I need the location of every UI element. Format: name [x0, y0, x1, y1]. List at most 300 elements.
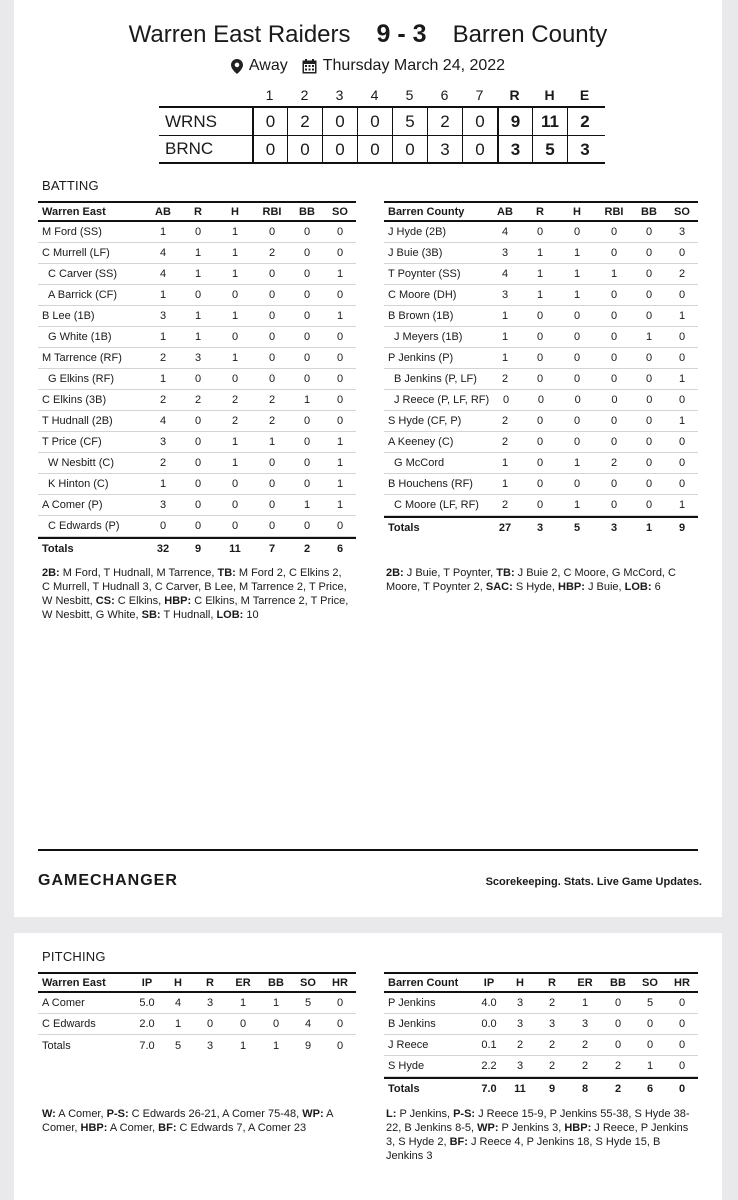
totals-cell: 7.0: [139, 1039, 155, 1052]
stat-cell: 0: [268, 310, 276, 322]
stat-cell: 2: [548, 1060, 556, 1072]
note-text: A Comer,: [107, 1122, 159, 1134]
note-text: C Edwards 26-21, A Comer 75-48,: [128, 1108, 303, 1120]
player-name: M Tarrence (RF): [42, 352, 122, 364]
stat-cell: 0: [272, 1018, 280, 1030]
note-label: SAC:: [485, 581, 513, 593]
stat-cell: 1: [268, 436, 276, 448]
stat-cell: 0: [336, 352, 344, 364]
table-row: [384, 1035, 698, 1056]
stat-cell: 5: [646, 997, 654, 1009]
stat-cell: 0: [303, 457, 311, 469]
note-text: A Comer,: [55, 1108, 107, 1120]
column-header: AB: [497, 205, 513, 218]
stat-cell: 1: [573, 289, 581, 301]
stat-cell: 1: [645, 331, 653, 343]
linescore-team-abbr: WRNS: [165, 111, 217, 131]
table-row: [384, 453, 698, 474]
pitching-table-away: [384, 972, 698, 1098]
note-text: J Buie,: [584, 581, 625, 593]
table-row: [384, 993, 698, 1014]
linescore-body: [159, 106, 605, 164]
linescore-col-header: E: [579, 87, 590, 103]
stat-cell: 1: [536, 289, 544, 301]
table-row: [384, 243, 698, 264]
stat-cell: 1: [194, 268, 202, 280]
stat-cell: 1: [501, 331, 509, 343]
player-name: T Poynter (SS): [388, 268, 461, 280]
player-name: P Jenkins: [388, 997, 436, 1009]
stat-cell: 0: [610, 499, 618, 511]
stat-cell: 0: [194, 373, 202, 385]
table-row: [384, 495, 698, 516]
stat-cell: 2: [678, 268, 686, 280]
totals-cell: 1: [239, 1039, 247, 1052]
column-header: R: [536, 205, 544, 218]
stat-cell: 1: [336, 268, 344, 280]
column-header: ER: [577, 976, 593, 989]
stat-cell: 2: [516, 1039, 524, 1051]
stat-cell: 0: [303, 310, 311, 322]
stat-cell: 0: [536, 457, 544, 469]
game-date: Thursday March 24, 2022: [322, 57, 506, 74]
stat-cell: 0: [678, 1018, 686, 1030]
linescore-cell: 0: [357, 108, 392, 135]
stat-cell: 1: [581, 997, 589, 1009]
stat-cell: 2: [581, 1060, 589, 1072]
stat-cell: 0: [303, 352, 311, 364]
stat-cell: 0: [336, 394, 344, 406]
pitching-table-home: [38, 972, 356, 1056]
note-label: WP:: [477, 1122, 499, 1134]
stat-cell: 4: [159, 268, 167, 280]
home-team-name: Warren East Raiders: [128, 21, 351, 48]
stat-cell: 0: [231, 520, 239, 532]
stat-cell: 3: [159, 310, 167, 322]
stat-cell: 1: [573, 457, 581, 469]
linescore-cell: 3: [427, 136, 462, 162]
stat-cell: 0: [646, 394, 653, 406]
stat-cell: 1: [303, 499, 311, 511]
stat-cell: 0: [231, 478, 239, 490]
linescore-cell: 2: [427, 108, 462, 135]
column-header: R: [206, 976, 214, 989]
linescore-col-header: H: [544, 87, 555, 103]
column-header: R: [548, 976, 556, 989]
game-header: [14, 20, 722, 49]
stat-cell: 0: [194, 457, 202, 469]
column-header: H: [516, 976, 524, 989]
column-header: SO: [332, 205, 348, 218]
table-row: [38, 1014, 356, 1035]
totals-cell: 11: [229, 542, 241, 555]
stat-cell: 5.0: [139, 997, 155, 1009]
note-label: HBP:: [558, 581, 585, 593]
stat-cell: 0: [678, 997, 686, 1009]
stat-cell: 1: [194, 247, 202, 259]
stat-cell: 0: [610, 247, 618, 259]
table-row: [38, 432, 356, 453]
stat-cell: 0: [678, 352, 686, 364]
stat-cell: 2: [548, 1039, 556, 1051]
stat-cell: 1: [159, 478, 167, 490]
footer-divider: [38, 849, 698, 851]
linescore-cell: 5: [532, 136, 567, 162]
stat-cell: 1: [336, 499, 344, 511]
note-label: HBP:: [164, 595, 192, 607]
stat-cell: 0: [645, 373, 653, 385]
player-name: A Comer: [42, 997, 85, 1009]
pitching-card: [14, 933, 722, 1200]
stat-cell: 2: [159, 352, 167, 364]
totals-row: [384, 516, 698, 537]
stat-cell: 2: [614, 1060, 622, 1072]
team-name-header: Warren East: [42, 205, 106, 218]
column-header: SO: [674, 205, 690, 218]
boxscore-card: [14, 0, 722, 917]
stat-cell: 2.0: [139, 1018, 155, 1030]
player-name: A Comer (P): [42, 499, 103, 511]
totals-cell: 3: [206, 1039, 214, 1052]
stat-cell: 1: [159, 226, 167, 238]
stat-cell: 2: [501, 499, 509, 511]
player-name: J Buie (3B): [388, 247, 443, 259]
linescore-team-abbr: BRNC: [165, 139, 214, 158]
note-label: HBP:: [80, 1122, 108, 1134]
linescore-col-header: 1: [265, 87, 274, 103]
linescore-cell: 0: [252, 136, 287, 162]
player-name: K Hinton (C): [48, 478, 109, 490]
player-name: W Nesbitt (C): [48, 457, 114, 469]
stat-cell: 0: [610, 415, 618, 427]
note-label: TB:: [217, 567, 236, 579]
player-name: J Reece: [388, 1039, 429, 1051]
note-text: J Buie, T Poynter,: [403, 567, 497, 579]
stat-cell: 0: [536, 226, 544, 238]
linescore-cell: 0: [287, 136, 322, 162]
stat-cell: 0: [610, 331, 618, 343]
totals-label: Totals: [388, 1082, 420, 1095]
stat-cell: 0: [610, 289, 618, 301]
note-label: 2B:: [386, 567, 404, 579]
stat-cell: 0: [336, 997, 344, 1009]
table-row: [38, 306, 356, 327]
stat-cell: 0: [194, 436, 202, 448]
player-name: J Hyde (2B): [388, 226, 447, 238]
linescore-table: [159, 85, 605, 164]
stat-cell: 1: [336, 436, 344, 448]
stat-cell: 1: [678, 310, 686, 322]
stat-cell: 3: [159, 499, 167, 511]
note-text: P Jenkins 3,: [498, 1122, 565, 1134]
column-header: R: [194, 205, 202, 218]
linescore-cell: 0: [357, 136, 392, 162]
column-header: BB: [299, 205, 315, 218]
stat-cell: 2: [501, 373, 509, 385]
note-label: P-S:: [106, 1108, 129, 1120]
stat-cell: 3: [501, 247, 509, 259]
stat-cell: 2: [581, 1039, 589, 1051]
column-header: BB: [641, 205, 657, 218]
stat-cell: 0: [614, 997, 622, 1009]
map-pin-icon: [231, 59, 243, 74]
stat-cell: 1: [231, 436, 239, 448]
totals-cell: 27: [498, 521, 512, 534]
stat-cell: 0: [268, 499, 276, 511]
stat-cell: 2: [268, 394, 276, 406]
stat-cell: 1: [501, 352, 509, 364]
totals-label: Totals: [388, 521, 420, 534]
stat-cell: 0: [645, 415, 653, 427]
table-row: [384, 306, 698, 327]
stat-cell: 0: [303, 520, 311, 532]
note-label: TB:: [496, 567, 515, 579]
stat-cell: 0: [336, 289, 344, 301]
stat-cell: 0: [610, 310, 618, 322]
stat-cell: 1: [231, 226, 239, 238]
batting-table-away: [384, 201, 698, 537]
column-header: BB: [610, 976, 626, 989]
stat-cell: 0: [611, 394, 618, 406]
stat-cell: 0: [194, 520, 202, 532]
column-header: AB: [155, 205, 171, 218]
totals-cell: 7.0: [481, 1082, 497, 1095]
table-row: [384, 264, 698, 285]
column-header: IP: [141, 976, 153, 989]
linescore-cell: 9: [497, 108, 532, 135]
player-name: C Murrell (LF): [42, 247, 110, 259]
stat-cell: 0: [268, 331, 276, 343]
linescore-cell: 2: [567, 108, 602, 135]
stat-cell: 1: [159, 373, 167, 385]
stat-cell: 2: [610, 457, 618, 469]
column-header: HR: [332, 976, 348, 989]
linescore-col-header: 5: [405, 87, 414, 103]
totals-cell: 0: [678, 1082, 686, 1095]
column-header: SO: [300, 976, 316, 989]
stat-cell: 3: [516, 1018, 524, 1030]
table-row: [384, 285, 698, 306]
totals-cell: 1: [272, 1039, 280, 1052]
player-name: C Edwards (P): [48, 520, 120, 532]
linescore-row: [159, 108, 605, 136]
stat-cell: 3: [516, 1060, 524, 1072]
column-header: H: [231, 205, 239, 218]
batting-notes-away: [386, 566, 700, 594]
stat-cell: 0: [573, 310, 581, 322]
stat-cell: 0: [678, 289, 686, 301]
game-meta: [14, 57, 722, 75]
stat-cell: 0: [336, 247, 344, 259]
player-name: B Jenkins (P, LF): [394, 373, 477, 385]
stat-cell: 0: [645, 268, 653, 280]
note-text: T Hudnall,: [160, 609, 217, 621]
linescore-cell: 0: [462, 136, 497, 162]
stat-cell: 0.1: [481, 1039, 497, 1051]
note-label: LOB:: [216, 609, 244, 621]
stat-cell: 0: [610, 226, 618, 238]
table-row: [384, 1056, 698, 1077]
table-row: [38, 222, 356, 243]
stat-cell: 0: [268, 226, 276, 238]
note-text: M Ford, T Hudnall, M Tarrence,: [59, 567, 218, 579]
stat-cell: 1: [231, 247, 239, 259]
stat-cell: 0: [645, 289, 653, 301]
player-name: T Price (CF): [42, 436, 102, 448]
table-row: [38, 390, 356, 411]
note-label: P-S:: [453, 1108, 476, 1120]
totals-cell: 5: [573, 521, 581, 534]
column-header: ER: [235, 976, 251, 989]
totals-cell: 9: [678, 521, 686, 534]
stat-cell: 3: [516, 997, 524, 1009]
column-header: H: [573, 205, 581, 218]
stat-cell: 0: [645, 226, 653, 238]
player-name: M Ford (SS): [42, 226, 102, 238]
totals-row: [384, 1077, 698, 1098]
note-text: J Buie 2, C Moore, G McCord, C Moore, T Poynter 2,: [386, 567, 676, 593]
stat-cell: 0: [574, 394, 581, 406]
totals-cell: 3: [610, 521, 618, 534]
column-header: BB: [268, 976, 284, 989]
stat-cell: 2: [231, 415, 239, 427]
note-text: C Elkins, M Tarrence 2, T Price, W Nesbitt, G White,: [42, 595, 349, 621]
player-name: J Meyers (1B): [394, 331, 463, 343]
stat-cell: 1: [336, 457, 344, 469]
linescore-cell: 5: [392, 108, 427, 135]
totals-label: Totals: [42, 1039, 71, 1052]
stat-cell: 2: [548, 997, 556, 1009]
stat-cell: 1: [573, 247, 581, 259]
linescore-col-header: 7: [475, 87, 484, 103]
stat-cell: 0: [303, 247, 311, 259]
note-label: SB:: [141, 609, 161, 621]
stat-cell: 1: [536, 268, 544, 280]
stat-cell: 1: [159, 289, 167, 301]
stat-cell: 1: [573, 499, 581, 511]
stat-cell: 0: [268, 520, 276, 532]
stat-cell: 0: [303, 289, 311, 301]
team-name-header: Barren Count: [388, 976, 459, 989]
location-label: Away: [248, 57, 288, 74]
note-label: BF:: [158, 1122, 177, 1134]
stat-cell: 1: [272, 997, 280, 1009]
note-text: J Reece 15-9, P Jenkins 55-38, S Hyde 38-22, B Jenkins 8-5,: [386, 1108, 690, 1134]
stat-cell: 1: [194, 310, 202, 322]
stat-cell: 1: [501, 457, 509, 469]
stat-cell: 0: [268, 457, 276, 469]
stat-cell: 0: [610, 478, 618, 490]
stat-cell: 4: [159, 247, 167, 259]
stat-cell: 2: [194, 394, 202, 406]
totals-cell: 6: [336, 542, 344, 555]
stat-cell: 0: [231, 373, 239, 385]
stat-cell: 0: [646, 1018, 654, 1030]
player-name: P Jenkins (P): [388, 352, 454, 364]
totals-cell: 9: [304, 1039, 312, 1052]
stat-cell: 0: [537, 394, 544, 406]
stat-cell: 0: [231, 289, 239, 301]
stat-cell: 1: [174, 1018, 182, 1030]
batting-notes-home: [42, 566, 352, 622]
linescore-cell: 2: [287, 108, 322, 135]
stat-cell: 1: [336, 310, 344, 322]
stat-cell: 0: [678, 457, 686, 469]
stat-cell: 0: [303, 478, 311, 490]
stat-cell: 1: [159, 331, 167, 343]
note-text: 6: [651, 581, 661, 593]
stat-cell: 0: [268, 478, 276, 490]
table-row: [38, 411, 356, 432]
stat-cell: 0: [268, 289, 276, 301]
stat-cell: 1: [678, 373, 686, 385]
table-row: [38, 453, 356, 474]
batting-table-home: [38, 201, 356, 558]
stat-cell: 1: [231, 310, 239, 322]
stat-cell: 2: [268, 415, 276, 427]
stat-cell: 0: [268, 352, 276, 364]
column-header: IP: [483, 976, 495, 989]
pitching-section-title: PITCHING: [42, 949, 106, 964]
team-name-header: Barren County: [388, 205, 465, 218]
note-label: CS:: [95, 595, 115, 607]
linescore-cell: 0: [462, 108, 497, 135]
stat-cell: 0: [303, 226, 311, 238]
stat-cell: 1: [678, 499, 686, 511]
linescore-cell: 11: [532, 108, 567, 135]
away-team-name: Barren County: [452, 21, 608, 48]
stat-cell: 3: [548, 1018, 556, 1030]
stat-cell: 4: [501, 226, 509, 238]
player-name: C Moore (LF, RF): [394, 499, 479, 511]
stat-cell: 0: [194, 499, 202, 511]
player-name: B Houchens (RF): [388, 478, 473, 490]
linescore-header-row: [159, 85, 605, 106]
final-score: 9 - 3: [376, 20, 427, 48]
table-header-row: [384, 201, 698, 222]
stat-cell: 0: [573, 226, 581, 238]
player-name: S Hyde (CF, P): [388, 415, 462, 427]
totals-row: [38, 1035, 356, 1056]
stat-cell: 0: [645, 310, 653, 322]
stat-cell: 5: [304, 997, 312, 1009]
totals-label: Totals: [42, 542, 74, 555]
note-text: C Elkins,: [114, 595, 165, 607]
stat-cell: 0: [194, 478, 202, 490]
stat-cell: 1: [239, 997, 247, 1009]
player-name: S Hyde: [388, 1060, 425, 1072]
stat-cell: 0: [678, 247, 686, 259]
stat-cell: 4: [159, 415, 167, 427]
totals-cell: 9: [194, 542, 202, 555]
stat-cell: 0: [336, 373, 344, 385]
stat-cell: 0: [614, 1039, 622, 1051]
stat-cell: 1: [194, 331, 202, 343]
stat-cell: 0: [614, 1018, 622, 1030]
stat-cell: 3: [159, 436, 167, 448]
stat-cell: 0: [303, 373, 311, 385]
stat-cell: 0: [336, 415, 344, 427]
note-label: LOB:: [624, 581, 652, 593]
player-name: C Edwards: [42, 1018, 96, 1030]
player-name: G Elkins (RF): [48, 373, 114, 385]
player-name: G White (1B): [48, 331, 112, 343]
pitching-notes-away: [386, 1107, 700, 1163]
note-label: L:: [386, 1108, 397, 1120]
linescore-cell: 3: [567, 136, 602, 162]
stat-cell: 1: [610, 268, 618, 280]
table-row: [38, 285, 356, 306]
